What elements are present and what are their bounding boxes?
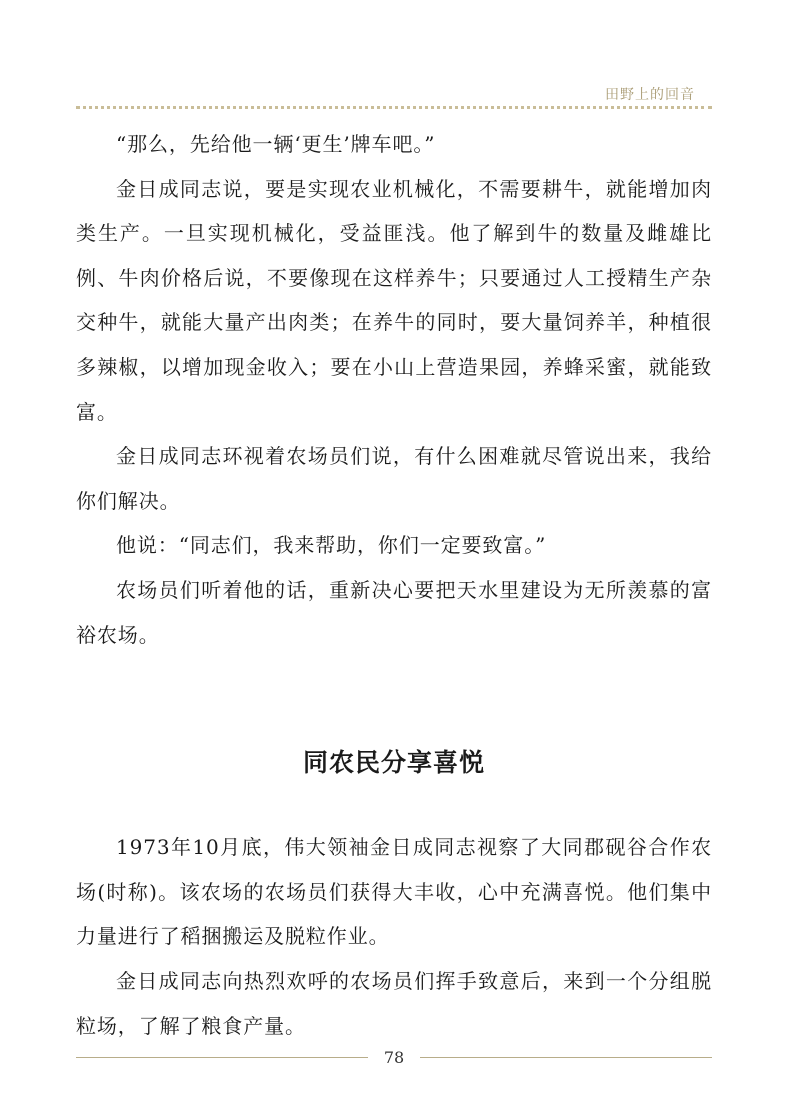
paragraph: “那么，先给他一辆‘更生’牌车吧。”: [116, 132, 436, 156]
footer-rule-left: [76, 1057, 368, 1058]
paragraph: 1973年10月底，伟大领袖金日成同志视察了大同郡砚谷合作农场(时称)。该农场的农场员们获得大丰收，心中充满喜悦。他们集中力量进行了稻捆搬运及脱粒作业。: [76, 835, 712, 949]
paragraph: 农场员们听着他的话，重新决心要把天水里建设为无所羡慕的富裕农场。: [76, 577, 712, 647]
body-text: [76, 122, 712, 1048]
section-title: 同农民分享喜悦: [302, 748, 485, 778]
header-dotted-rule: [76, 106, 712, 109]
running-head-title: 田野上的回音: [605, 87, 695, 103]
paragraph: 金日成同志向热烈欢呼的农场员们挥手致意后，来到一个分组脱粒场，了解了粮食产量。: [76, 968, 712, 1038]
paragraph: 金日成同志说，要是实现农业机械化，不需要耕牛，就能增加肉类生产。一旦实现机械化，受益匪浅。他了解到牛的数量及雌雄比例、牛肉价格后说，不要像现在这样养牛；只要通过人工授精生产杂交种牛，就能大量产出肉类；在养牛的同时，要大量饲养羊，种植很多辣椒，以增加现金收入；要在小山上营造果园，养蜂采蜜，就能致富。: [76, 176, 712, 424]
footer-rule-right: [420, 1057, 712, 1058]
page-number: 78: [383, 1048, 405, 1067]
paragraph: 金日成同志环视着农场员们说，有什么困难就尽管说出来，我给你们解决。: [76, 444, 712, 513]
paragraph: 他说：“同志们，我来帮助，你们一定要致富。”: [116, 533, 547, 558]
page-footer: [76, 1048, 712, 1067]
